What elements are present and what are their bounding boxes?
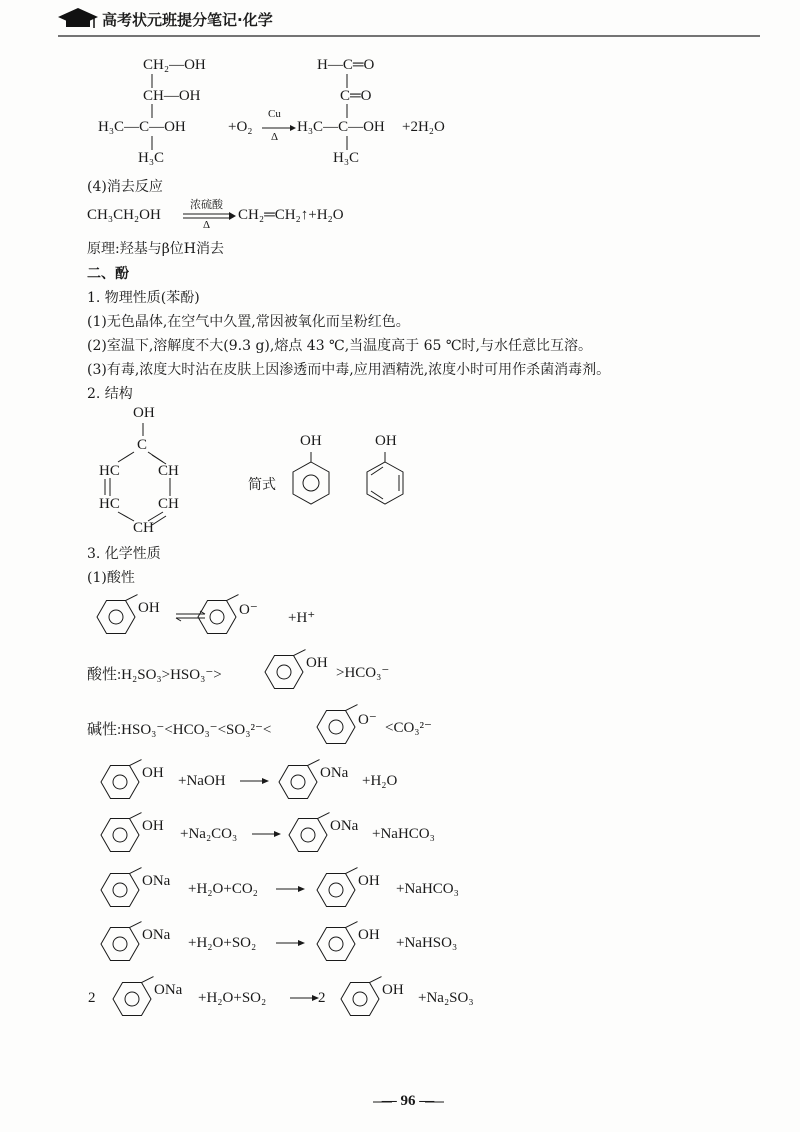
physical-item-2: (2)室温下,溶解度不大(9.3 g),熔点 43 ℃,当温度高于 65 ℃时,与水任意比互溶。 — [87, 338, 592, 354]
ethylene-products: CH₂═CH₂↑+H₂O — [238, 207, 344, 223]
kekule-ch-label: CH — [133, 520, 154, 536]
so2-double-coef-left: 2 — [88, 990, 96, 1006]
chemical-properties-title: 3. 化学性质 — [87, 546, 161, 562]
acidity-order-suffix: >HCO₃⁻ — [336, 665, 390, 681]
naoh-reactant-oh: OH — [142, 765, 164, 781]
simplified-formula-label: 简式 — [248, 477, 276, 493]
physical-properties-title: 1. 物理性质(苯酚) — [87, 290, 200, 306]
basicity-order-prefix: 碱性:HSO₃⁻<HCO₃⁻<SO₃²⁻< — [87, 722, 272, 738]
section-heading-phenol: 二、酚 — [87, 266, 129, 282]
product-row-1: H—C═O — [317, 57, 375, 73]
so2-single-product-bisulfite: +NaHSO₃ — [396, 935, 458, 951]
product-row-2: C═O — [340, 88, 372, 104]
benzene-ring-kekule-structure — [367, 452, 403, 504]
na2co3-product-ona: ONa — [330, 818, 359, 834]
phenoxide-ring-na2co3 — [289, 813, 330, 852]
kekule-hc-bottom-label: HC — [99, 496, 120, 512]
phenoxide-ring-so2-double — [113, 977, 154, 1016]
naoh-product-water: +H₂O — [362, 773, 398, 789]
phenoxide-ring-so2-single — [101, 922, 142, 961]
kekule-oh-label: OH — [133, 405, 155, 421]
naoh-product-ona: ONa — [320, 765, 349, 781]
ethanol-reactant: CH₃CH₂OH — [87, 207, 161, 223]
physical-item-3: (3)有毒,浓度大时沾在皮肤上因渗透而中毒,应用酒精洗,浓度小时可用作杀菌消毒剂。 — [87, 362, 611, 378]
physical-item-1: (1)无色晶体,在空气中久置,常因被氧化而呈粉红色。 — [87, 314, 410, 330]
phenol-ring-naoh — [101, 760, 142, 799]
phenoxide-ring-co2 — [101, 868, 142, 907]
phenol-ring-so2-single — [317, 922, 358, 961]
glycerol-row-1: CH₂—OH — [143, 57, 206, 73]
elimination-heading: (4)消去反应 — [87, 179, 163, 195]
so2-double-coef-right: 2 — [318, 990, 326, 1006]
graduation-cap-icon — [58, 8, 98, 28]
phenyl-rings-layer — [97, 595, 382, 1016]
acidity-order-prefix: 酸性:H₂SO₃>HSO₃⁻> — [87, 667, 222, 683]
so2-double-reagent: +H₂O+SO₂ — [198, 990, 267, 1006]
kekule-c-label: C — [137, 437, 148, 453]
oxygen-reactant: +O₂ — [228, 119, 253, 135]
naoh-reagent: +NaOH — [178, 773, 226, 789]
condition-top: 浓硫酸 — [190, 198, 223, 211]
glycerol-bonds — [152, 74, 347, 150]
simplified-oh-label: OH — [300, 433, 322, 449]
running-header-title: 高考状元班提分笔记·化学 — [102, 11, 273, 29]
catalyst-label: Cu — [268, 108, 281, 120]
basicity-order-o-minus: O⁻ — [358, 712, 377, 728]
elimination-principle: 原理:羟基与β位H消去 — [87, 241, 225, 257]
ionization-oh: OH — [138, 600, 160, 616]
co2-product-bicarbonate: +NaHCO₃ — [396, 881, 459, 897]
so2-single-reagent: +H₂O+SO₂ — [188, 935, 257, 951]
reaction-arrow-cu — [262, 125, 296, 131]
condition-bottom: Δ — [203, 219, 211, 231]
product-row-4: H₃C — [333, 150, 360, 166]
page-number: — 96 — — [381, 1093, 435, 1109]
phenol-ring-acidity-order — [265, 650, 306, 689]
so2-single-product-oh: OH — [358, 927, 380, 943]
arrow-naoh — [240, 778, 269, 784]
co2-reagent: +H₂O+CO₂ — [188, 881, 258, 897]
benzene-ring-circle-structure — [293, 452, 329, 504]
glycerol-row-4: H₃C — [138, 150, 165, 166]
kekule-simplified-oh-label: OH — [375, 433, 397, 449]
acidity-title: (1)酸性 — [87, 570, 135, 586]
phenol-ring-so2-double — [341, 977, 382, 1016]
arrow-so2-double — [290, 995, 319, 1001]
glycerol-row-2: CH—OH — [143, 88, 201, 104]
arrow-na2co3 — [252, 831, 281, 837]
structure-title: 2. 结构 — [87, 386, 133, 402]
arrow-co2 — [276, 886, 305, 892]
co2-product-oh: OH — [358, 873, 380, 889]
ionization-h-plus: +H⁺ — [288, 610, 316, 626]
phenoxide-ring-basicity-order — [317, 705, 358, 744]
so2-double-product-sulfite: +Na₂SO₃ — [418, 990, 474, 1006]
na2co3-product-bicarbonate: +NaHCO₃ — [372, 826, 435, 842]
heat-label: Δ — [271, 131, 279, 143]
phenol-ring-na2co3 — [101, 813, 142, 852]
product-row-3: H₃C—C—OH — [297, 119, 385, 135]
na2co3-reagent: +Na₂CO₃ — [180, 826, 238, 842]
ionization-o-minus: O⁻ — [239, 602, 258, 618]
phenol-ring-co2 — [317, 868, 358, 907]
so2-single-reactant-ona: ONa — [142, 927, 171, 943]
glycerol-row-3: H₃C—C—OH — [98, 119, 186, 135]
phenoxide-ring-naoh — [279, 760, 320, 799]
so2-double-product-oh: OH — [382, 982, 404, 998]
acidity-order-oh: OH — [306, 655, 328, 671]
water-product: +2H₂O — [402, 119, 445, 135]
na2co3-reactant-oh: OH — [142, 818, 164, 834]
kekule-ch-bottom-label: CH — [158, 496, 179, 512]
co2-reactant-ona: ONa — [142, 873, 171, 889]
so2-double-reactant-ona: ONa — [154, 982, 183, 998]
kekule-ch-top-label: CH — [158, 463, 179, 479]
basicity-order-suffix: <CO₃²⁻ — [385, 720, 432, 736]
kekule-hc-top-label: HC — [99, 463, 120, 479]
phenol-ring-ionization — [97, 595, 138, 634]
arrow-so2-single — [276, 940, 305, 946]
